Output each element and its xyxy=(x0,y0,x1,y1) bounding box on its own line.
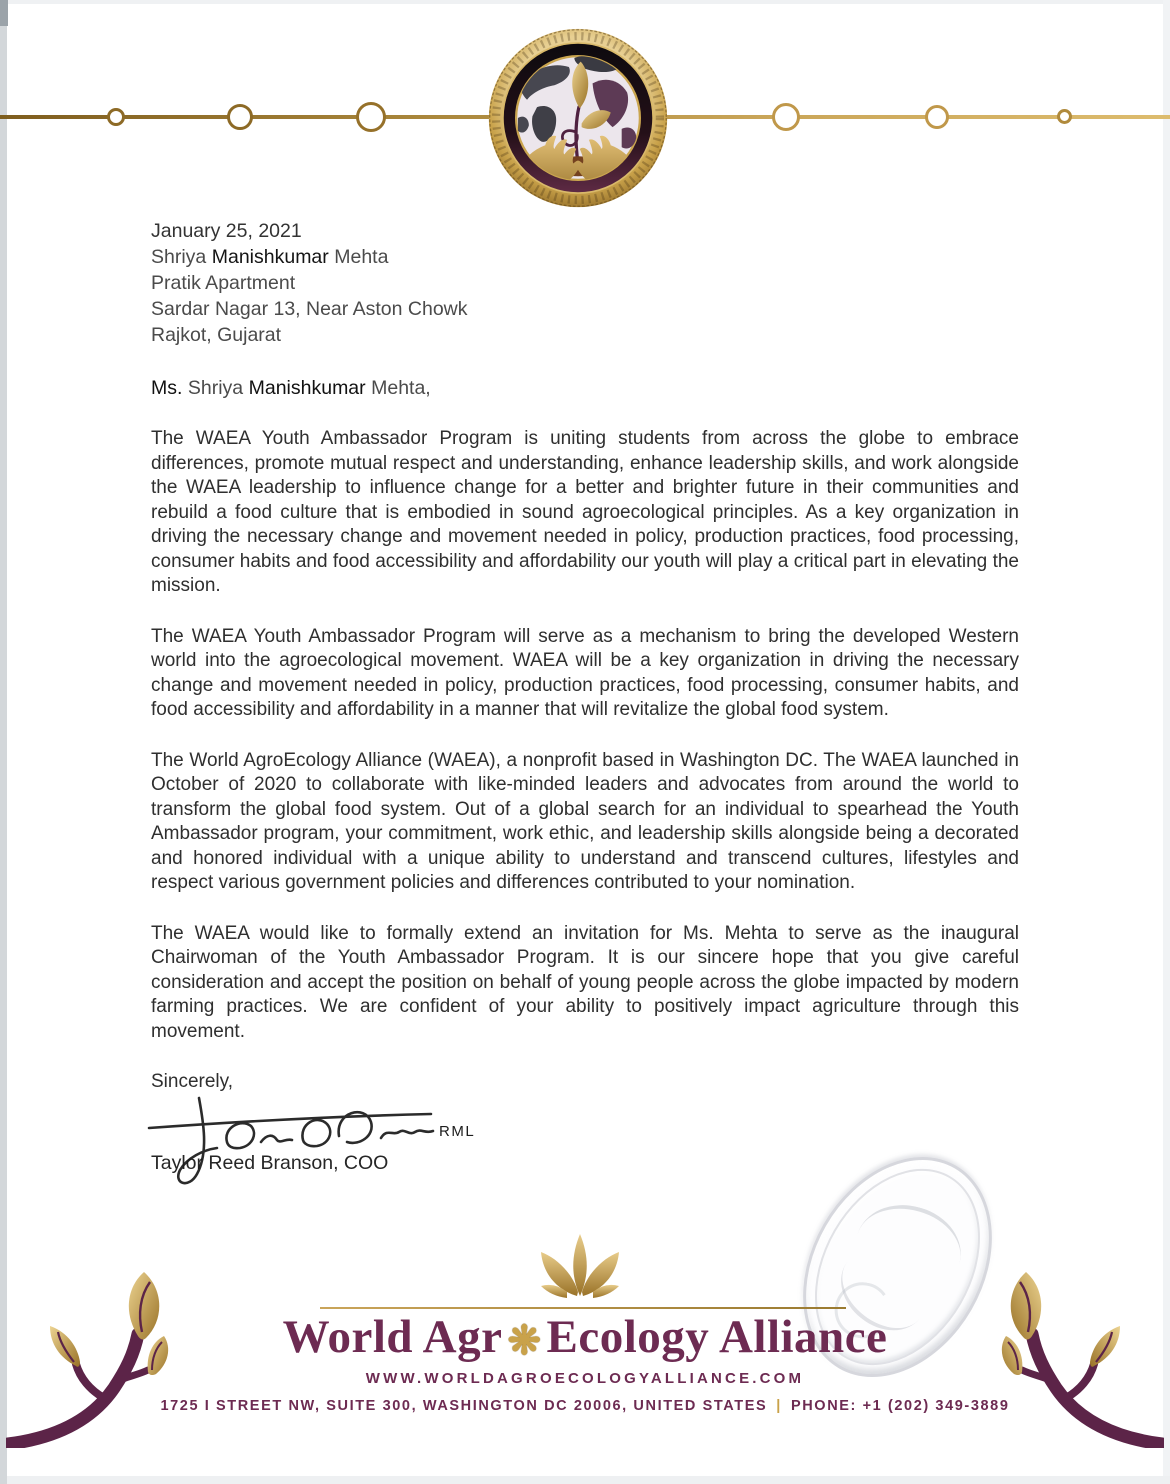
lotus-flower-icon xyxy=(505,1230,655,1310)
org-contact-line xyxy=(0,1398,1170,1414)
waea-globe-hands-logo-icon xyxy=(487,27,669,209)
org-name-left: World Agr xyxy=(282,1311,503,1363)
signature-initials: RML xyxy=(439,1122,476,1140)
ring-ornament-icon xyxy=(227,104,253,130)
salutation-prefix: Ms. xyxy=(151,377,183,399)
org-street-address: 1725 I STREET NW, SUITE 300, WASHINGTON DC 20006, UNITED STATES xyxy=(160,1398,768,1414)
salutation xyxy=(151,375,1019,401)
page-edge-top xyxy=(0,0,1170,4)
ring-ornament-icon xyxy=(925,105,949,129)
handwritten-signature xyxy=(143,1092,515,1202)
gold-divider: | xyxy=(776,1398,782,1414)
ring-ornament-icon xyxy=(356,102,386,132)
paragraph-3: The World AgroEcology Alliance (WAEA), a nonprofit based in Washington DC. The WAEA launched in October of 2020 to collaborate with like-minded leaders and advocates from around the world to transform the global food system. Out of a global search for an individual to spearhead the Youth Ambassador program, your commitment, work ethic, and leadership skills alongside being a decorated and honored individual with a unique ability to understand and transcend cultures, lifestyles and respect various government policies and differences contributed to your nomination. xyxy=(151,749,1019,893)
recipient-middle-name: Manishkumar xyxy=(211,246,329,268)
letter-body xyxy=(151,218,1019,1175)
org-name-right: Ecology Alliance xyxy=(546,1311,888,1363)
gold-star-icon: ❋ xyxy=(507,1318,542,1363)
org-phone: PHONE: +1 (202) 349-3889 xyxy=(790,1398,1010,1414)
address-line-3: Rajkot, Gujarat xyxy=(151,324,282,346)
paragraph-4: The WAEA would like to formally extend an invitation for Ms. Mehta to serve as the inaugural Chairwoman of the Youth Ambassador Program. It is our sincere hope that you give careful consideration and accept the position on behalf of young people across the globe impacted by modern farming practices. We are confident of your ability to positively impact agriculture through this movement. xyxy=(151,922,1019,1042)
recipient-first-name: Shriya xyxy=(151,246,207,268)
salutation-last: Mehta, xyxy=(371,377,431,399)
page-edge-bottom xyxy=(0,1476,1170,1484)
footer-gold-rule xyxy=(320,1307,846,1309)
salutation-first: Shriya xyxy=(187,377,244,399)
ring-ornament-icon xyxy=(107,108,125,126)
page-corner-notch xyxy=(0,0,8,26)
closing: Sincerely, xyxy=(151,1071,234,1092)
paragraph-2: The WAEA Youth Ambassador Program will serve as a mechanism to bring the developed Western world into the agroecological movement. WAEA will be a key organization in driving the necessary change and movement needed in policy, production practices, food processing, consumer habits, and food accessibility and affordability in a manner that will revitalize the global food system. xyxy=(151,625,1019,720)
ring-ornament-icon xyxy=(1057,109,1072,124)
paragraph-1: The WAEA Youth Ambassador Program is uniting students from across the globe to embrace differences, promote mutual respect and understanding, enhance leadership skills, and work alongside the WAEA leadership to influence change for a better and brighter future in their communities and rebuild a food culture that is embodied in sound agroecological principles. As a key organization in driving the necessary change and movement needed in policy, production practices, food processing, consumer habits and food accessibility and affordability our youth will play a critical part in elevating the mission. xyxy=(151,428,1019,596)
address-line-1: Pratik Apartment xyxy=(151,272,296,294)
letter-date: January 25, 2021 xyxy=(151,220,302,242)
address-line-2: Sardar Nagar 13, Near Aston Chowk xyxy=(151,298,468,320)
page-edge-right xyxy=(1163,0,1170,1484)
salutation-middle: Manishkumar xyxy=(248,377,366,399)
ring-ornament-icon xyxy=(772,103,800,131)
signature-block xyxy=(151,1095,1019,1151)
recipient-last-name: Mehta xyxy=(334,246,389,268)
org-website: WWW.WORLDAGROECOLOGYALLIANCE.COM xyxy=(365,1370,805,1387)
org-wordmark xyxy=(0,1312,1170,1366)
signer-name: Taylor Reed Branson, COO xyxy=(151,1151,389,1174)
recipient-name xyxy=(151,244,1019,270)
